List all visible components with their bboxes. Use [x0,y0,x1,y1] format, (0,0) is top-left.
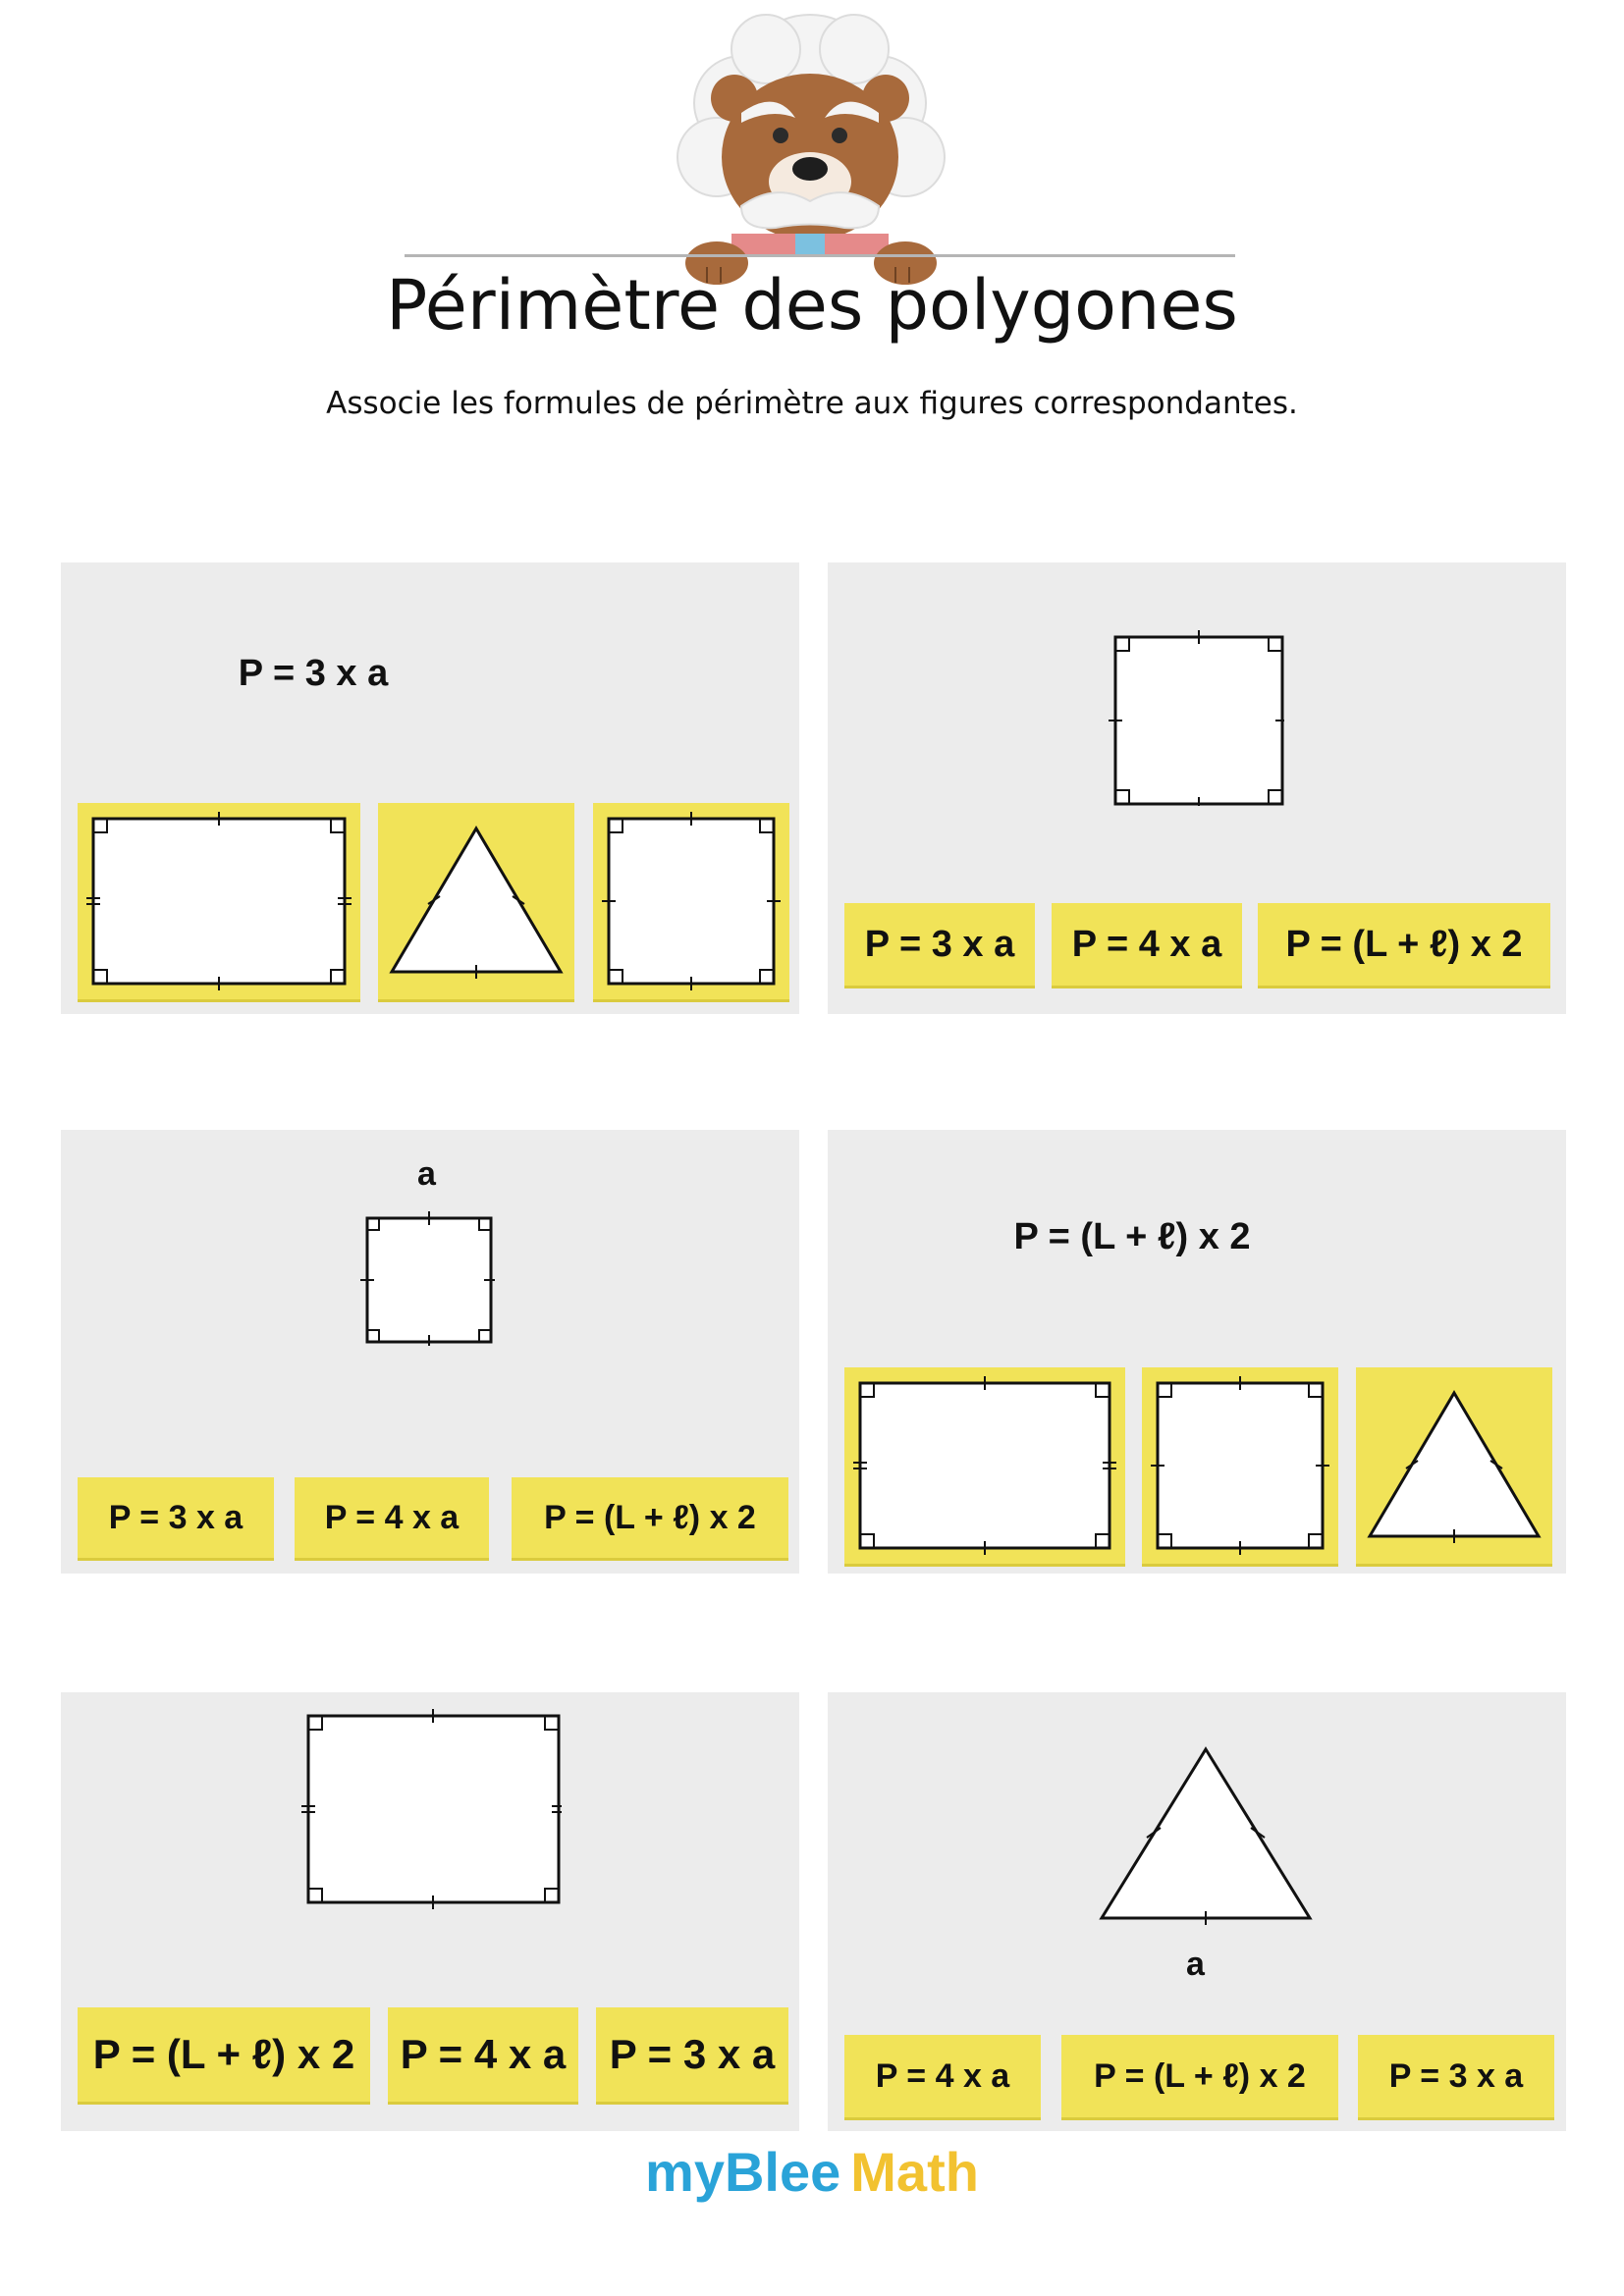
square-icon [1108,629,1284,806]
exercise-3 [61,1130,799,1574]
choice-square[interactable] [593,803,789,999]
choice-rectangle[interactable] [844,1367,1125,1564]
choice-formula-3a[interactable]: P = 3 x a [844,903,1035,986]
brand-part-myblee: myBlee [645,2141,841,2203]
triangle-icon [378,803,574,999]
page-subtitle: Associe les formules de périmètre aux figures correspondantes. [326,386,1298,421]
bear-mascot [648,10,972,290]
choice-formula-3a[interactable]: P = 3 x a [596,2007,788,2102]
square-icon [357,1208,495,1346]
choice-formula-rect[interactable]: P = (L + ℓ) x 2 [1061,2035,1338,2117]
exercise-5 [61,1692,799,2131]
page-title: Périmètre des polygones [386,265,1238,346]
brand-logo [0,2140,1624,2204]
triangle-icon [1356,1367,1552,1564]
side-label: a [417,1155,436,1193]
triangle-figure [1088,1741,1324,1938]
choice-formula-4a[interactable]: P = 4 x a [388,2007,578,2102]
exercise-6 [828,1692,1566,2131]
square-figure [357,1208,495,1346]
choice-formula-rect[interactable]: P = (L + ℓ) x 2 [512,1477,788,1558]
exercise-2 [828,562,1566,1014]
choice-triangle[interactable] [378,803,574,999]
choice-formula-4a[interactable]: P = 4 x a [844,2035,1041,2117]
exercise-4 [828,1130,1566,1574]
choice-formula-3a[interactable]: P = 3 x a [1358,2035,1554,2117]
rectangle-icon [844,1367,1125,1564]
choice-formula-rect[interactable]: P = (L + ℓ) x 2 [78,2007,370,2102]
rectangle-icon [297,1704,562,1910]
header-divider [405,254,1235,257]
exercise-1-prompt: P = 3 x a [238,653,389,694]
choice-formula-rect[interactable]: P = (L + ℓ) x 2 [1258,903,1550,986]
exercise-1 [61,562,799,1014]
square-icon [593,803,789,999]
rectangle-icon [78,803,360,999]
rectangle-figure [297,1704,562,1910]
choice-formula-4a[interactable]: P = 4 x a [1052,903,1242,986]
brand-part-math: Math [850,2141,979,2203]
exercise-4-prompt: P = (L + ℓ) x 2 [1013,1216,1251,1257]
square-icon [1142,1367,1338,1564]
choice-formula-4a[interactable]: P = 4 x a [295,1477,489,1558]
choice-triangle[interactable] [1356,1367,1552,1564]
choice-rectangle[interactable] [78,803,360,999]
square-figure [1108,629,1284,806]
triangle-icon [1088,1741,1324,1938]
choice-square[interactable] [1142,1367,1338,1564]
side-label: a [1186,1946,1205,1983]
choice-formula-3a[interactable]: P = 3 x a [78,1477,274,1558]
